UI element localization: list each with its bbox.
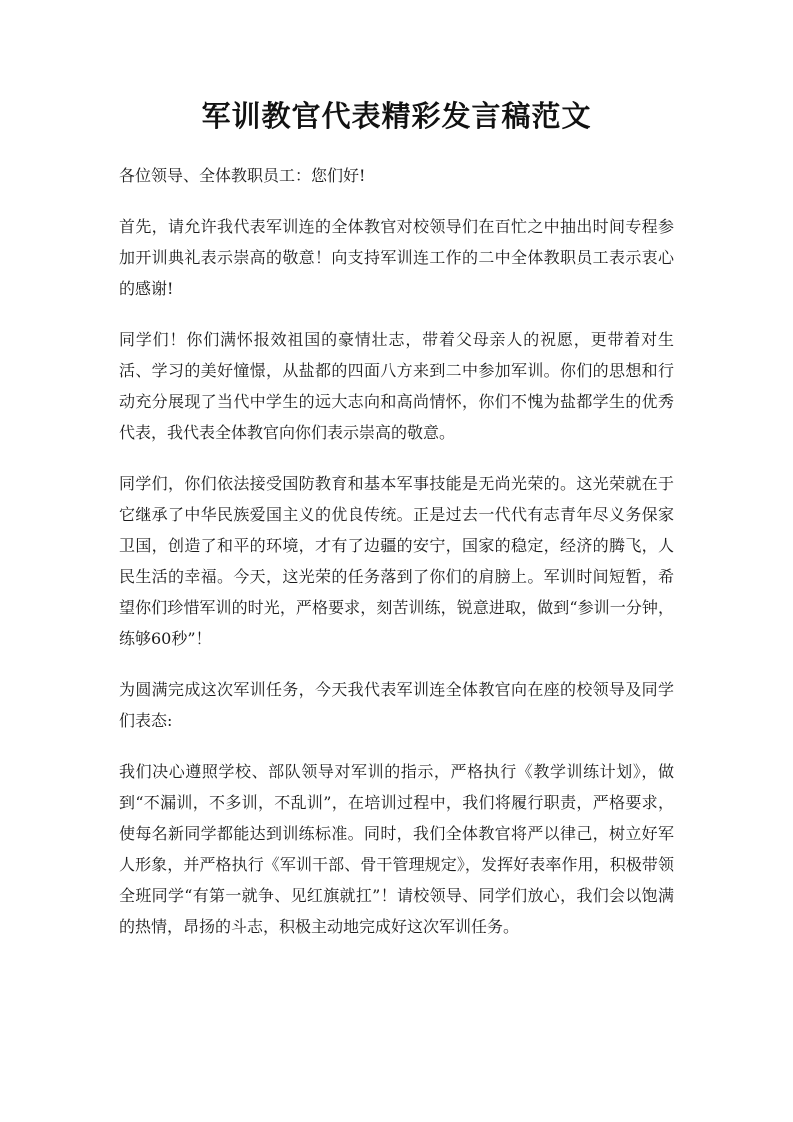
document-body [119, 160, 674, 942]
paragraph-pledge: 我们决心遵照学校、部队领导对军训的指示，严格执行《教学训练计划》，做到“不漏训，不多训，不乱训”，在培训过程中，我们将履行职责，严格要求，使每名新同学都能达到训练标准。同时，我们全体教官将严以律己，树立好军人形象，并严格执行《军训干部、骨干管理规定》，发挥好表率作用，积极带领全班同学“有第一就争、见红旗就扛”！请校领导、同学们放心，我们会以饱满的热情，昂扬的斗志，积极主动地完成好这次军训任务。 [119, 762, 674, 936]
paragraph-honor: 同学们，你们依法接受国防教育和基本军事技能是无尚光荣的。这光荣就在于它继承了中华民族爱国主义的优良传统。正是过去一代代有志青年尽义务保家卫国，创造了和平的环境，才有了边疆的安宁，国家的稳定，经济的腾飞，人民生活的幸福。今天，这光荣的任务落到了你们的肩膀上。军训时间短暂，希望你们珍惜军训的时光，严格要求，刻苦训练，锐意进取，做到“参训一分钟，练够60秒”！ [119, 474, 674, 648]
document-title: 军训教官代表精彩发言稿范文 [201, 99, 592, 133]
paragraph-pledge-intro: 为圆满完成这次军训任务，今天我代表军训连全体教官向在座的校领导及同学们表态: [119, 680, 674, 730]
paragraph-greeting: 各位领导、全体教职员工：您们好! [119, 166, 366, 185]
paragraph-thanks: 首先，请允许我代表军训连的全体教官对校领导们在百忙之中抽出时间专程参加开训典礼表示崇高的敬意！向支持军训连工作的二中全体教职员工表示衷心的感谢! [119, 217, 674, 298]
paragraph-students: 同学们！你们满怀报效祖国的豪情壮志，带着父母亲人的祝愿，更带着对生活、学习的美好憧憬，从盐都的四面八方来到二中参加军训。你们的思想和行动充分展现了当代中学生的远大志向和高尚情怀，你们不愧为盐都学生的优秀代表，我代表全体教官向你们表示崇高的敬意。 [119, 330, 674, 442]
